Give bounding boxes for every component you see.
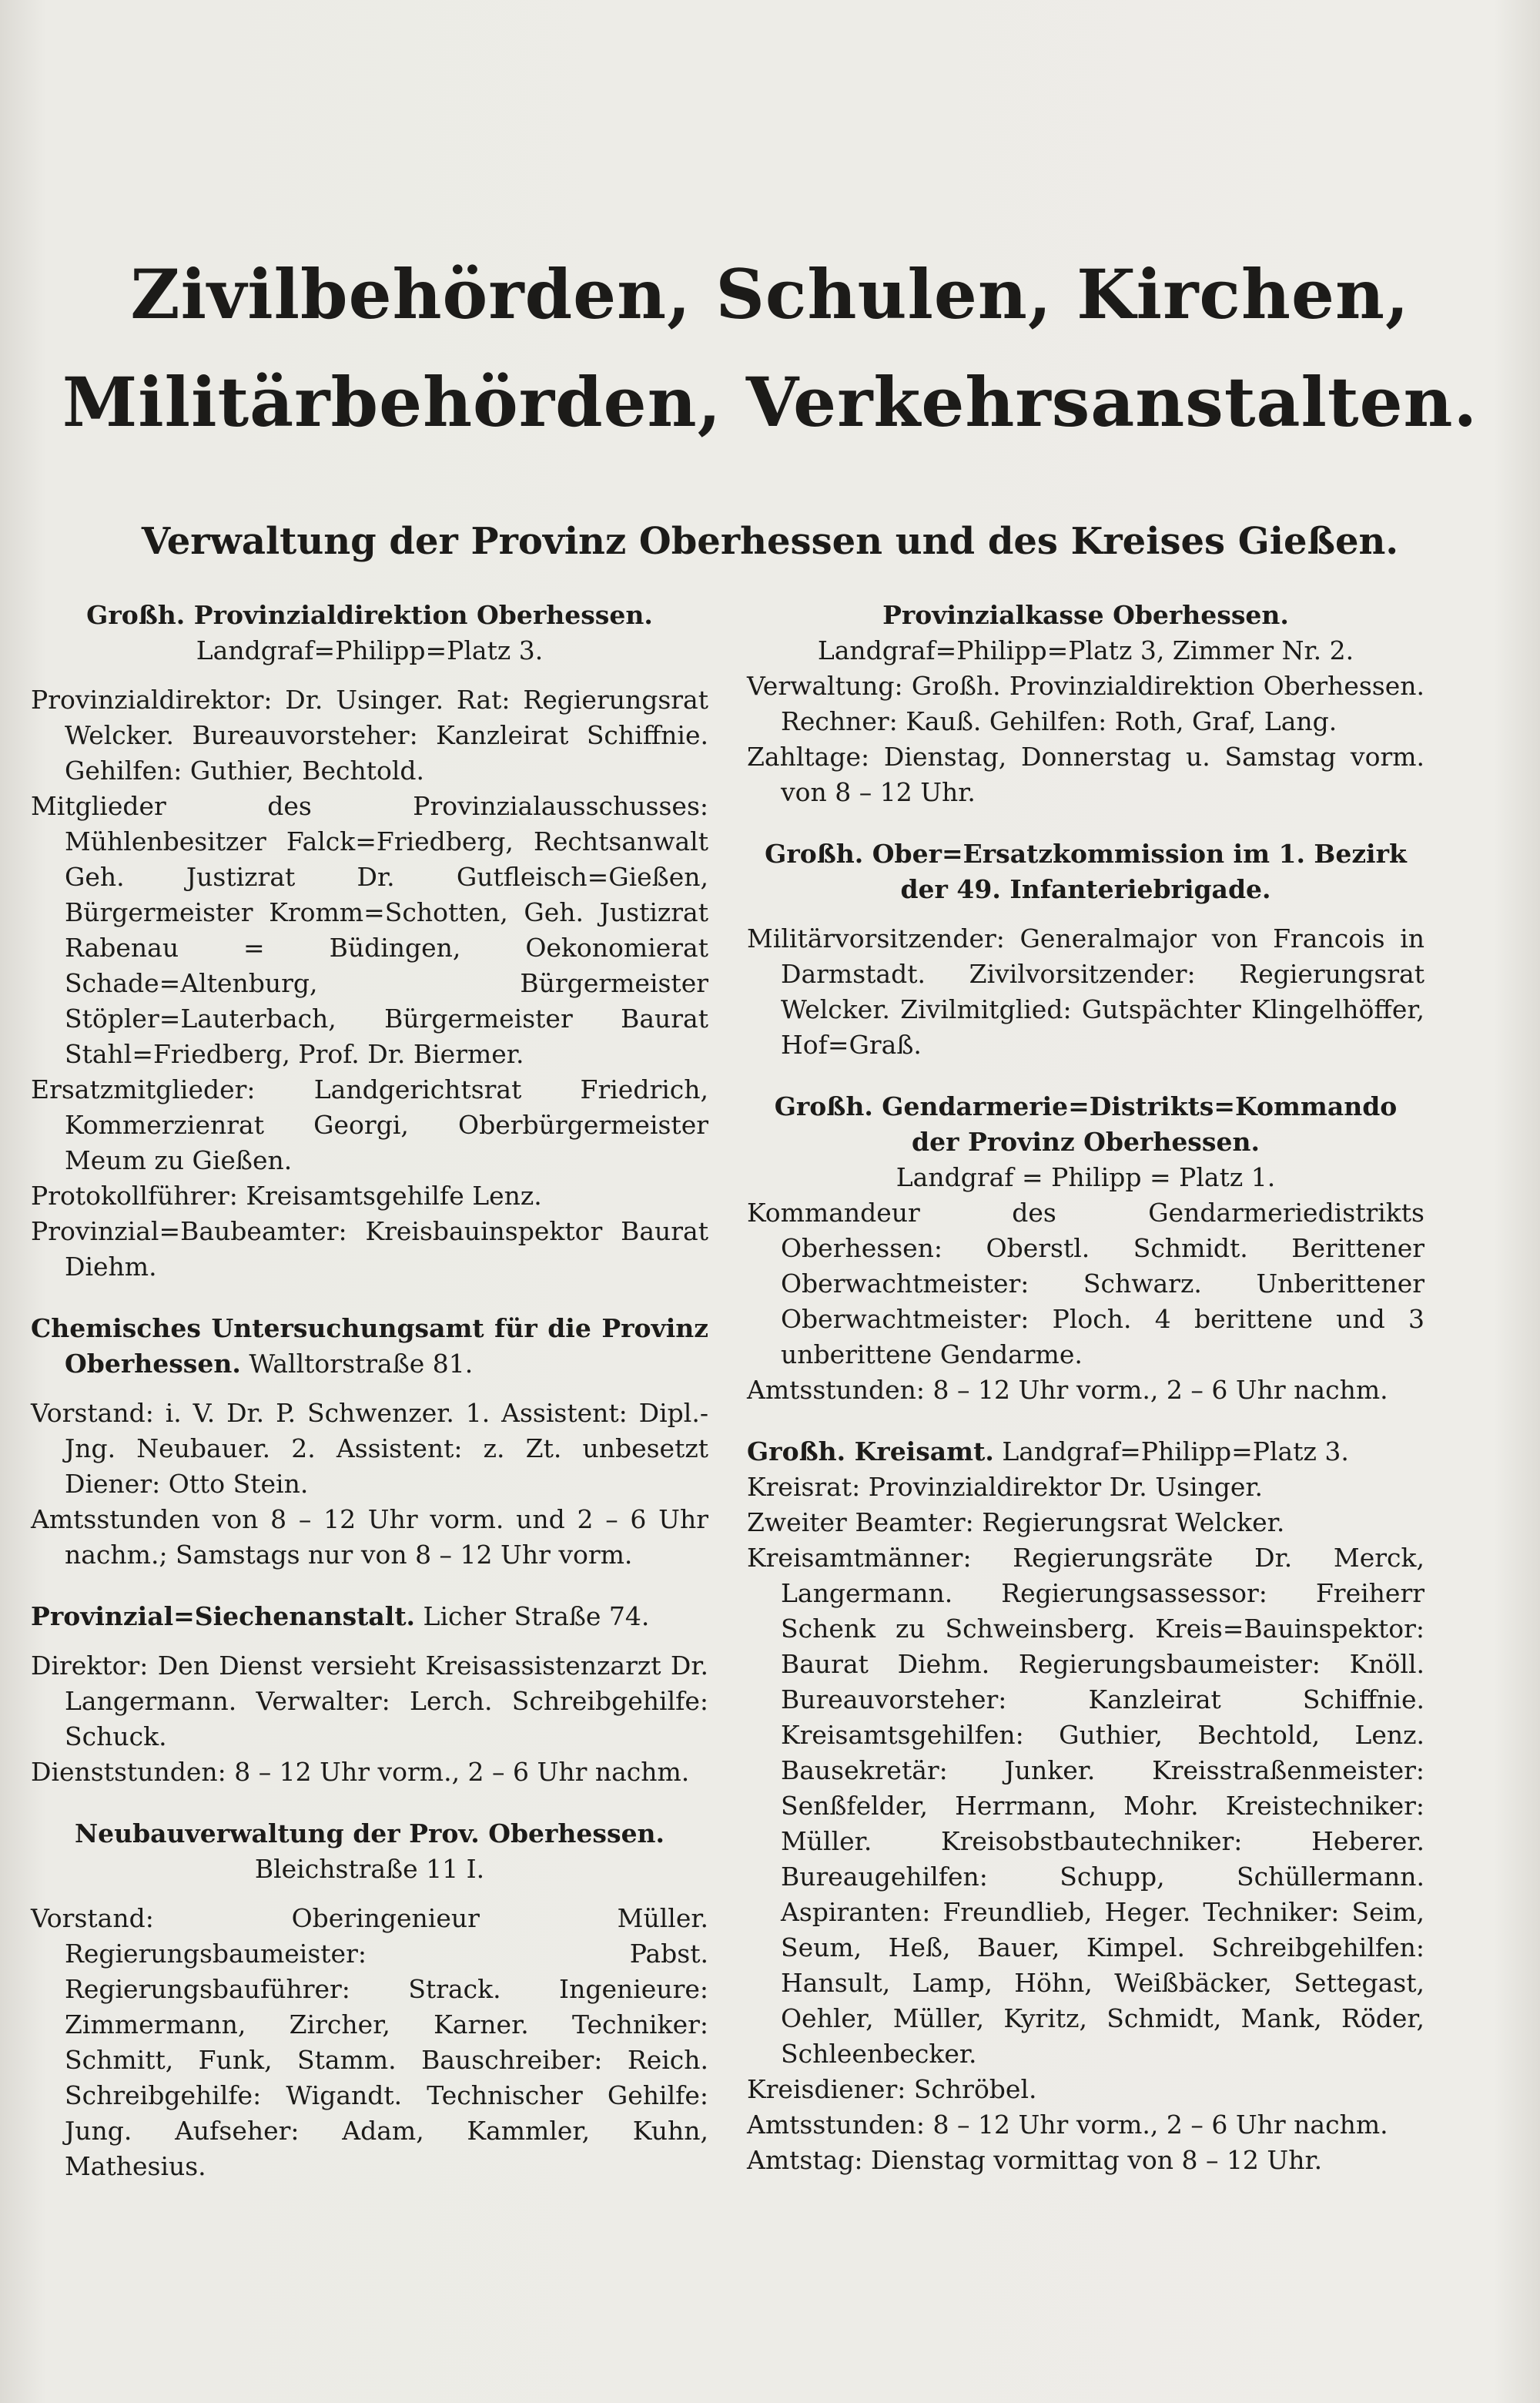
entry-ersatzkommission: Militärvorsitzender: Generalmajor von Francois in Darmstadt. Zivilvorsitzender: Regierungsrat Welcker. Zivilmitglied: Gutspächter Klingelhöffer, Hof=Graß. [747,923,1424,1060]
entry-kreisamt-amtstag: Amtstag: Dienstag vormittag von 8 – 12 Uhr. [747,2145,1323,2175]
entry-ersatzmitglieder: Ersatzmitglieder: Landgerichtsrat Friedrich, Kommerzienrat Georgi, Oberbürgermeister Meum zu Gießen. [31,1074,708,1175]
address-neubauverwaltung: Bleichstraße 11 I. [254,1854,485,1884]
entry-provinzialausschuss: Mitglieder des Provinzialausschusses: Mühlenbesitzer Falck=Friedberg, Rechtsanwalt Geh. Justizrat Dr. Gutfleisch=Gießen, Bürgermeister Kromm=Schotten, Geh. Justizrat Rabenau = Büdingen, Oekonomierat Schade=Altenburg, Bürgermeister Stöpler=Lauterbach, Bürgermeister Baurat Stahl=Friedberg, Prof. Dr. Biermer. [31,791,708,1069]
heading-untersuchungsamt [31,1311,708,1382]
left-column [31,598,708,2184]
page-title-line-1: Zivilbehörden, Schulen, Kirchen, [130,254,1410,334]
entry-baubeamter: Provinzial=Baubeamter: Kreisbauinspektor Baurat Diehm. [31,1216,708,1282]
section-title: Verwaltung der Provinz Oberhessen und des Kreises Gießen. [141,520,1399,563]
heading-ersatzkommission: Großh. Ober=Ersatzkommission im 1. Bezirk der 49. Infanteriebrigade. [765,839,1407,904]
entry-kreisamt-amtsstunden: Amtsstunden: 8 – 12 Uhr vorm., 2 – 6 Uhr nachm. [747,2110,1388,2140]
address-kreisamt: Landgraf=Philipp=Platz 3. [1002,1436,1349,1466]
heading-kreisamt-title: Großh. Kreisamt. [747,1436,994,1466]
entry-zweiter-beamter: Zweiter Beamter: Regierungsrat Welcker. [747,1507,1285,1537]
address-provinzialdirektion: Landgraf=Philipp=Platz 3. [196,635,544,665]
entry-gendarmerie-kommandeur: Kommandeur des Gendarmeriedistrikts Oberhessen: Oberstl. Schmidt. Berittener Oberwachtmeister: Schwarz. Unberittener Oberwachtmeister: Ploch. 4 berittene und 3 unberittene Gendarme. [747,1198,1424,1369]
entry-provinzialdirektor: Provinzialdirektor: Dr. Usinger. Rat: Regierungsrat Welcker. Bureauvorsteher: Kanzleirat Schiffnie. Gehilfen: Guthier, Bechtold. [31,685,708,786]
address-provinzialkasse: Landgraf=Philipp=Platz 3, Zimmer Nr. 2. [817,635,1354,665]
heading-untersuchungsamt-title: Chemisches Untersuchungsamt für die Provinz Oberhessen. [31,1313,708,1379]
address-gendarmerie: Landgraf = Philipp = Platz 1. [896,1162,1276,1192]
heading-provinzialkasse: Provinzialkasse Oberhessen. [882,600,1289,630]
heading-siechenanstalt [31,1599,708,1634]
entry-kreisdiener: Kreisdiener: Schröbel. [747,2074,1037,2104]
entry-neubauverwaltung-vorstand: Vorstand: Oberingenieur Müller. Regierungsbaumeister: Pabst. Regierungsbauführer: Strack. Ingenieure: Zimmermann, Zircher, Karner. Techniker: Schmitt, Funk, Stamm. Bauschreiber: Reich. Schreibgehilfe: Wigandt. Technischer Gehilfe: Jung. Aufseher: Adam, Kammler, Kuhn, Mathesius. [31,1903,708,2181]
entry-provinzialkasse-zahltage: Zahltage: Dienstag, Donnerstag u. Samstag vorm. von 8 – 12 Uhr. [747,742,1424,807]
heading-provinzialdirektion: Großh. Provinzialdirektion Oberhessen. [86,600,653,630]
heading-siechenanstalt-title: Provinzial=Siechenanstalt. [31,1601,416,1631]
heading-gendarmerie: Großh. Gendarmerie=Distrikts=Kommando der Provinz Oberhessen. [774,1091,1398,1157]
address-untersuchungsamt: Walltorstraße 81. [249,1349,474,1379]
heading-neubauverwaltung: Neubauverwaltung der Prov. Oberhessen. [74,1818,665,1848]
right-column [747,598,1424,2178]
entry-siechenanstalt-direktor: Direktor: Den Dienst versieht Kreisassistenzarzt Dr. Langermann. Verwalter: Lerch. Schreibgehilfe: Schuck. [31,1651,708,1751]
entry-protokollfuehrer: Protokollführer: Kreisamtsgehilfe Lenz. [31,1181,542,1211]
entry-siechenanstalt-dienststunden: Dienststunden: 8 – 12 Uhr vorm., 2 – 6 Uhr nachm. [31,1757,690,1787]
entry-provinzialkasse-verwaltung: Verwaltung: Großh. Provinzialdirektion Oberhessen. Rechner: Kauß. Gehilfen: Roth, Graf, Lang. [747,671,1424,736]
heading-kreisamt [747,1434,1424,1470]
entry-untersuchungsamt-amtsstunden: Amtsstunden von 8 – 12 Uhr vorm. und 2 – 6 Uhr nachm.; Samstags nur von 8 – 12 Uhr vorm. [31,1504,708,1570]
entry-untersuchungsamt-vorstand: Vorstand: i. V. Dr. P. Schwenzer. 1. Assistent: Dipl.-Jng. Neubauer. 2. Assistent: z. Zt. unbesetzt Diener: Otto Stein. [31,1398,708,1499]
address-siechenanstalt: Licher Straße 74. [423,1601,650,1631]
entry-kreisamtmaenner: Kreisamtmänner: Regierungsräte Dr. Merck, Langermann. Regierungsassessor: Freiherr Schenk zu Schweinsberg. Kreis=Bauinspektor: Baurat Diehm. Regierungsbaumeister: Knöll. Bureauvorsteher: Kanzleirat Schiffnie. Kreisamtsgehilfen: Guthier, Bechtold, Lenz. Bausekretär: Junker. Kreisstraßenmeister: Senßfelder, Herrmann, Mohr. Kreistechniker: Müller. Kreisobstbautechniker: Heberer. Bureaugehilfen: Schupp, Schüllermann. Aspiranten: Freundlieb, Heger. Techniker: Seim, Seum, Heß, Bauer, Kimpel. Schreibgehilfen: Hansult, Lamp, Höhn, Weißbäcker, Settegast, Oehler, Müller, Kyritz, Schmidt, Mank, Röder, Schleenbecker. [747,1543,1424,2069]
page-title-line-2: Militärbehörden, Verkehrsanstalten. [62,362,1478,442]
entry-gendarmerie-amtsstunden: Amtsstunden: 8 – 12 Uhr vorm., 2 – 6 Uhr nachm. [747,1375,1388,1405]
entry-kreisrat: Kreisrat: Provinzialdirektor Dr. Usinger. [747,1472,1264,1502]
